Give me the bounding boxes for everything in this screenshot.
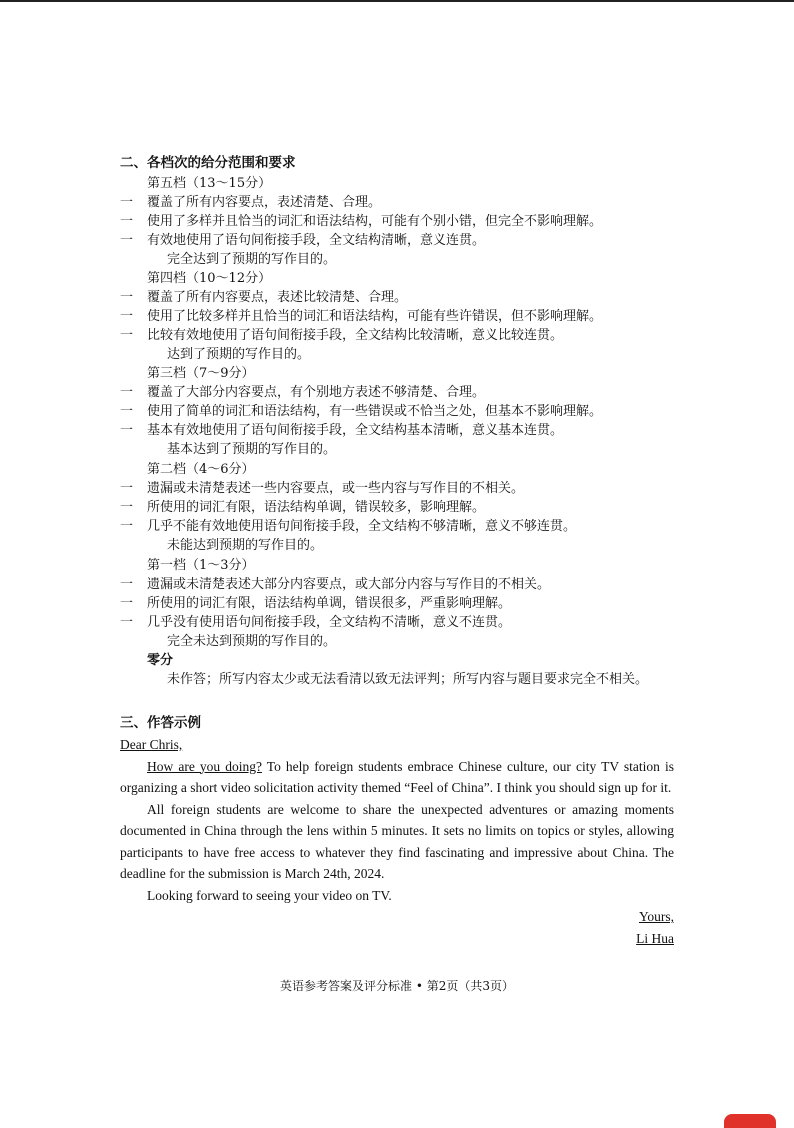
criterion-text: 覆盖了大部分内容要点，有个别地方表述不够清楚、合理。 [147, 385, 486, 400]
criterion-line [120, 326, 680, 345]
dash-marker: 一 [120, 385, 134, 400]
section-2-heading: 二、各档次的给分范围和要求 [120, 155, 296, 171]
level-title: 第三档（7～9分） [147, 366, 255, 381]
criterion-line [120, 288, 680, 307]
dash-marker: 一 [120, 596, 134, 611]
dash-marker: 一 [120, 423, 134, 438]
sample-essay [120, 734, 674, 949]
level-summary: 完全未达到预期的写作目的。 [167, 634, 337, 649]
criterion-text: 几乎没有使用语句间衔接手段，全文结构不清晰，意义不连贯。 [147, 615, 512, 630]
criterion-text: 比较有效地使用了语句间衔接手段，全文结构比较清晰，意义比较连贯。 [147, 328, 564, 343]
signature [120, 928, 674, 950]
criterion-line [120, 231, 680, 250]
dash-marker: 一 [120, 214, 134, 229]
criterion-text: 有效地使用了语句间衔接手段，全文结构清晰，意义连贯。 [147, 233, 486, 248]
paragraph-1-text: To help foreign students embrace Chinese culture, our city TV station is organizing a short video solicitation activity themed “Feel of China”. I think you should sign up for it. [120, 758, 674, 795]
criterion-line [120, 498, 680, 517]
criterion-text: 覆盖了所有内容要点，表述清楚、合理。 [147, 195, 382, 210]
criterion-text: 基本有效地使用了语句间衔接手段，全文结构基本清晰，意义基本连贯。 [147, 423, 564, 438]
criterion-line [120, 594, 680, 613]
dash-marker: 一 [120, 328, 134, 343]
level-summary: 未能达到预期的写作目的。 [167, 538, 324, 553]
dash-marker: 一 [120, 195, 134, 210]
criterion-line [120, 383, 680, 402]
dash-marker: 一 [120, 290, 134, 305]
dash-marker: 一 [120, 500, 134, 515]
criterion-text: 几乎不能有效地使用语句间衔接手段，全文结构不够清晰，意义不够连贯。 [147, 519, 577, 534]
dash-marker: 一 [120, 577, 134, 592]
dash-marker: 一 [120, 481, 134, 496]
criterion-text: 所使用的词汇有限，语法结构单调，错误很多，严重影响理解。 [147, 596, 512, 611]
level-2-block [120, 460, 680, 555]
criterion-line [120, 402, 680, 421]
criterion-line [120, 479, 680, 498]
criterion-text: 覆盖了所有内容要点，表述比较清楚、合理。 [147, 290, 408, 305]
level-4-block [120, 269, 680, 364]
criterion-line [120, 517, 680, 536]
criterion-text: 所使用的词汇有限，语法结构单调，错误较多，影响理解。 [147, 500, 486, 515]
level-3-block [120, 364, 680, 459]
level-summary: 达到了预期的写作目的。 [167, 347, 311, 362]
level-1-block [120, 556, 680, 651]
zero-score-block [120, 651, 680, 689]
level-summary: 完全达到了预期的写作目的。 [167, 252, 337, 267]
criterion-line [120, 575, 680, 594]
level-summary: 基本达到了预期的写作目的。 [167, 442, 337, 457]
criterion-text: 使用了简单的词汇和语法结构，有一些错误或不恰当之处，但基本不影响理解。 [147, 404, 603, 419]
dash-marker: 一 [120, 519, 134, 534]
criterion-line [120, 307, 680, 326]
closing [120, 906, 674, 928]
criterion-text: 使用了比较多样并且恰当的词汇和语法结构，可能有些许错误，但不影响理解。 [147, 309, 603, 324]
criterion-line [120, 212, 680, 231]
essay-paragraph-2: All foreign students are welcome to share the unexpected adventures or amazing moments documented in China through the lens within 5 minutes. It sets no limits on topics or styles, allowing participants to have free access to whatever they find fascinating and impressive about China. The deadline for the submission is March 24th, 2024. [120, 801, 674, 881]
level-title: 第五档（13～15分） [147, 176, 272, 191]
dash-marker: 一 [120, 309, 134, 324]
page-footer: 英语参考答案及评分标准 • 第2页（共3页） [280, 979, 514, 993]
criterion-line [120, 613, 680, 632]
corner-logo-mark [724, 1114, 776, 1128]
level-title: 第二档（4～6分） [147, 462, 255, 477]
closing-text: Yours, [638, 909, 674, 924]
dash-marker: 一 [120, 404, 134, 419]
zero-score-description: 未作答；所写内容太少或无法看清以致无法评判；所写内容与题目要求完全不相关。 [167, 672, 649, 687]
signature-text: Li Hua [636, 930, 674, 946]
dash-marker: 一 [120, 233, 134, 248]
criterion-line [120, 421, 680, 440]
criterion-text: 使用了多样并且恰当的词汇和语法结构，可能有个别小错，但完全不影响理解。 [147, 214, 603, 229]
level-5-block [120, 174, 680, 269]
section-3-heading: 三、作答示例 [120, 715, 201, 731]
criterion-text: 遗漏或未清楚表述一些内容要点，或一些内容与写作目的不相关。 [147, 481, 525, 496]
level-title: 第一档（1～3分） [147, 558, 255, 573]
level-title: 第四档（10～12分） [147, 271, 272, 286]
essay-paragraph-3: Looking forward to seeing your video on TV. [147, 887, 392, 903]
criterion-line [120, 193, 680, 212]
zero-score-title: 零分 [147, 653, 174, 668]
criterion-text: 遗漏或未清楚表述大部分内容要点，或大部分内容与写作目的不相关。 [147, 577, 551, 592]
essay-paragraph-1 [120, 756, 674, 799]
dash-marker: 一 [120, 615, 134, 630]
opening-question: How are you doing? [147, 758, 262, 774]
top-border-line [0, 0, 794, 2]
salutation: Dear Chris, [120, 737, 183, 752]
